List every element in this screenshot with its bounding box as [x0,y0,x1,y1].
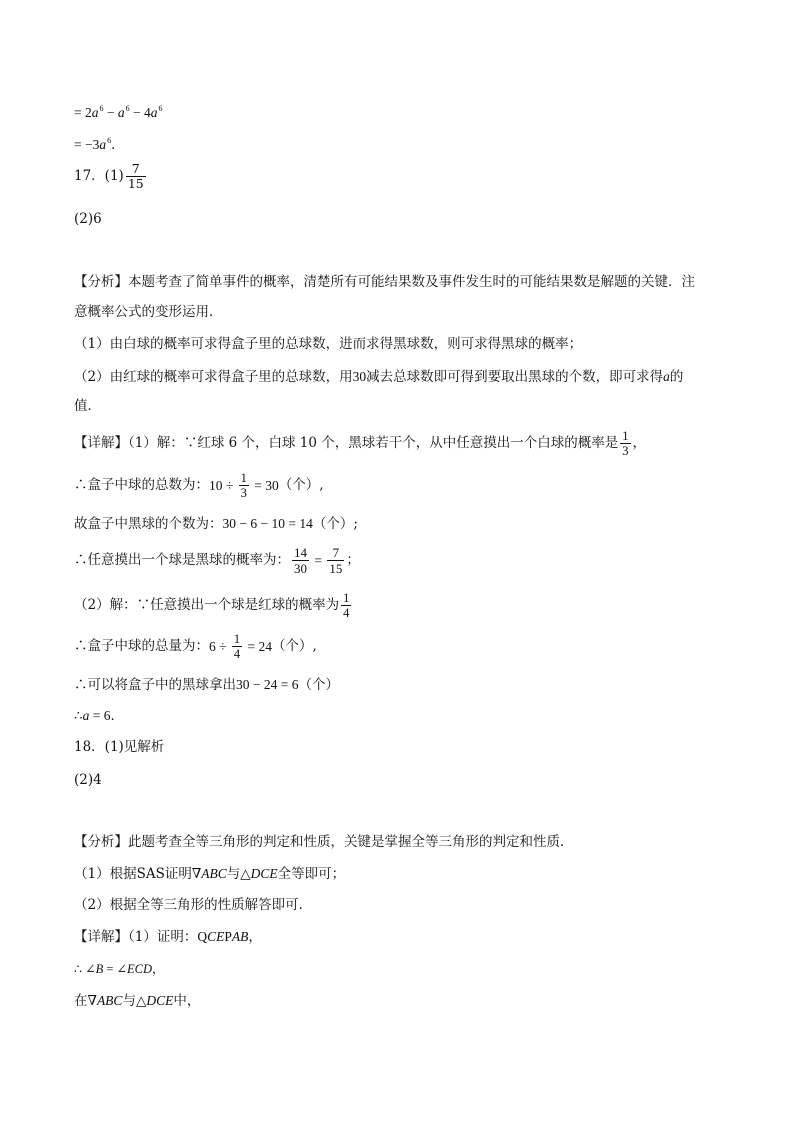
answer-17-part1 [74,162,148,191]
section-tag: 【详解】 [74,434,128,451]
analysis-17-step-1: （1）由白球的概率可求得盒子里的总球数，进而求得黑球数，则可求得黑球的概率； [74,336,583,352]
text: = 2 [74,105,92,120]
analysis-17-line-1: 【分析】本题考查了简单事件的概率，清楚所有可能结果数及事件发生时的可能结果数是解题的关键．注 [74,274,695,290]
solution-17-part2-line-4: ∴a = 6． [74,708,124,724]
analysis-18-step-2: （2）根据全等三角形的性质解答即可． [74,897,313,913]
analysis-17-step-2-cont: 值． [74,398,101,414]
analysis-18-line-1: 【分析】此题考查全等三角形的判定和性质，关键是掌握全等三角形的判定和性质． [74,834,574,850]
exponent: 6 [99,104,104,113]
variable: a [91,105,99,120]
exponent: 6 [125,104,130,113]
equation-line-2 [74,138,125,152]
answer-18-part2: (2)4 [74,772,102,788]
solution-18-line-1: 【详解】（1）证明：QCEPAB， [74,929,262,945]
solution-17-line-3: 故盒子中黑球的个数为：30 − 6 − 10 = 14（个）; [74,516,358,532]
solution-17-part2-line-3: ∴可以将盒子中的黑球拿出30 − 24 = 6（个） [74,677,339,693]
analysis-18-step-1: （1）根据SAS证明∇ABC与△DCE全等即可； [74,866,346,882]
analysis-17-step-2: （2）由红球的概率可求得盒子里的总球数，用30减去总球数即可得到要取出黑球的个数，即可求得a的 [74,369,684,385]
text: = −3 [74,137,100,152]
text: − [103,105,118,120]
section-tag: 【分析】 [74,274,128,290]
section-tag: 【详解】 [74,929,128,945]
fraction: $\frac{7}{15}$ [329,545,343,576]
question-label: 17．(1) [74,167,124,184]
solution-18-line-2: ∴ ∠B = ∠ECD， [74,962,165,976]
fraction: $\frac{14}{30}$ [294,545,307,576]
fraction: $\frac{1}{3}$ [622,429,629,458]
solution-17-line-4: ∴任意摸出一个球是黑球的概率为： $\frac{14}{30}$ = $\frac{7}{15}$ ； [74,545,360,576]
solution-18-line-3: 在∇ABC与△DCE中， [74,993,201,1009]
variable: a [99,137,107,152]
answer-18-part1: 18．(1)见解析 [74,739,165,755]
variable: a [117,105,125,120]
fraction: $\frac{7}{15}$ [127,161,144,191]
fraction: $\frac{1}{3}$ [240,471,247,500]
section-tag: 【分析】 [74,834,128,850]
fraction: $\frac{1}{4}$ [343,591,350,620]
exponent: 6 [158,104,163,113]
text: − 4 [129,105,151,120]
solution-17-line-2: ∴盒子中球的总数为：10 ÷ $\frac{1}{3}$ = 30（个）, [74,471,324,500]
solution-17-part2-line-1: （2）解：∵任意摸出一个球是红球的概率为 $\frac{1}{4}$ [74,591,350,620]
solution-17-part2-line-2: ∴盒子中球的总量为：6 ÷ $\frac{1}{4}$ = 24（个）, [74,632,317,661]
equation-line-1 [74,106,163,120]
analysis-17-line-2: 意概率公式的变形运用． [74,304,223,320]
variable: a [150,105,158,120]
text: ． [111,137,125,152]
solution-17-line-1: 【详解】（1）解：∵红球 6 个，白球 10 个，黑球若干个，从中任意摸出一个白球的概率是 $\frac{1}{3}$ ， [74,429,647,458]
exponent: 6 [107,136,112,145]
fraction: $\frac{1}{4}$ [233,632,241,661]
answer-17-part2: (2)6 [74,211,102,227]
